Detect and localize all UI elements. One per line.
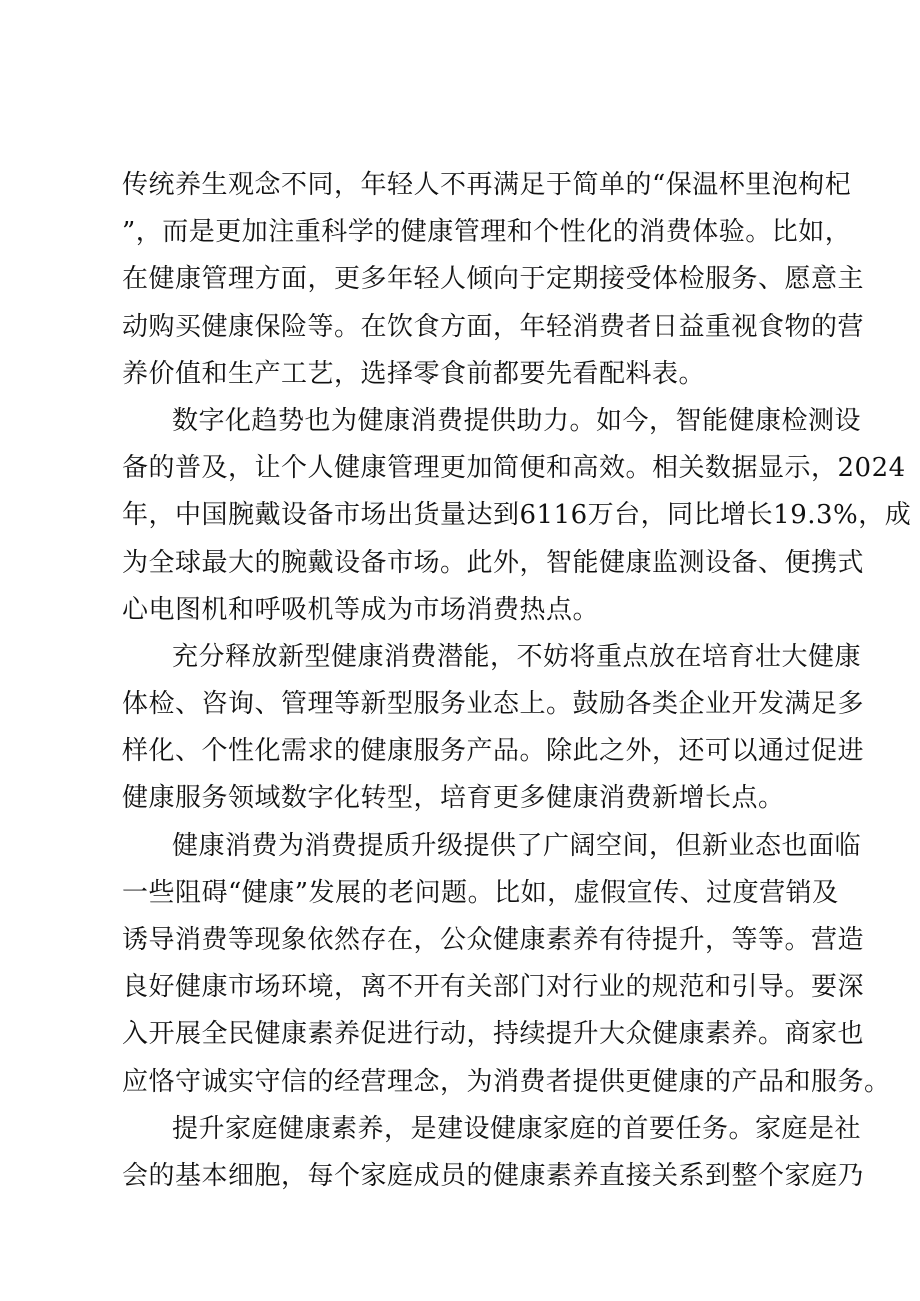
- article-body: [122, 162, 912, 1200]
- text-line: 备的普及，让个人健康管理更加简便和高效。相关数据显示，2024: [122, 453, 906, 484]
- text-line: 传统养生观念不同，年轻人不再满足于简单的“保温杯里泡枸杞: [122, 170, 852, 200]
- text-line: 动购买健康保险等。在饮食方面，年轻消费者日益重视食物的营: [122, 311, 865, 342]
- text-line: 数字化趋势也为健康消费提供助力。如今，智能健康检测设: [172, 405, 862, 436]
- text-line: 会的基本细胞，每个家庭成员的健康素养直接关系到整个家庭乃: [122, 1160, 865, 1191]
- text-line: 为全球最大的腕戴设备市场。此外，智能健康监测设备、便携式: [122, 547, 865, 578]
- text-line: 提升家庭健康素养，是建设健康家庭的首要任务。家庭是社: [172, 1113, 862, 1144]
- text-line: 应恪守诚实守信的经营理念，为消费者提供更健康的产品和服务。: [122, 1066, 891, 1097]
- text-line: 体检、咨询、管理等新型服务业态上。鼓励各类企业开发满足多: [122, 689, 865, 720]
- text-line: 在健康管理方面，更多年轻人倾向于定期接受体检服务、愿意主: [122, 264, 865, 295]
- text-line: 健康服务领域数字化转型，培育更多健康消费新增长点。: [122, 783, 785, 814]
- text-line: 健康消费为消费提质升级提供了广阔空间，但新业态也面临: [172, 830, 862, 861]
- text-line: 心电图机和呼吸机等成为市场消费热点。: [122, 594, 600, 625]
- text-line: 样化、个性化需求的健康服务产品。除此之外，还可以通过促进: [122, 736, 865, 767]
- text-line: 年，中国腕戴设备市场出货量达到6116万台，同比增长19.3%，成: [122, 500, 912, 531]
- text-line: 一些阻碍“健康”发展的老问题。比如，虚假宣传、过度营销及: [122, 877, 839, 908]
- text-line: 入开展全民健康素养促进行动，持续提升大众健康素养。商家也: [122, 1019, 865, 1050]
- text-line: 养价值和生产工艺，选择零食前都要先看配料表。: [122, 358, 706, 389]
- text-line: 良好健康市场环境，离不开有关部门对行业的规范和引导。要深: [122, 972, 865, 1003]
- text-line: ”，而是更加注重科学的健康管理和个性化的消费体验。比如，: [122, 217, 852, 248]
- text-line: 诱导消费等现象依然存在，公众健康素养有待提升，等等。营造: [122, 925, 865, 955]
- text-line: 充分释放新型健康消费潜能，不妨将重点放在培育壮大健康: [172, 641, 862, 672]
